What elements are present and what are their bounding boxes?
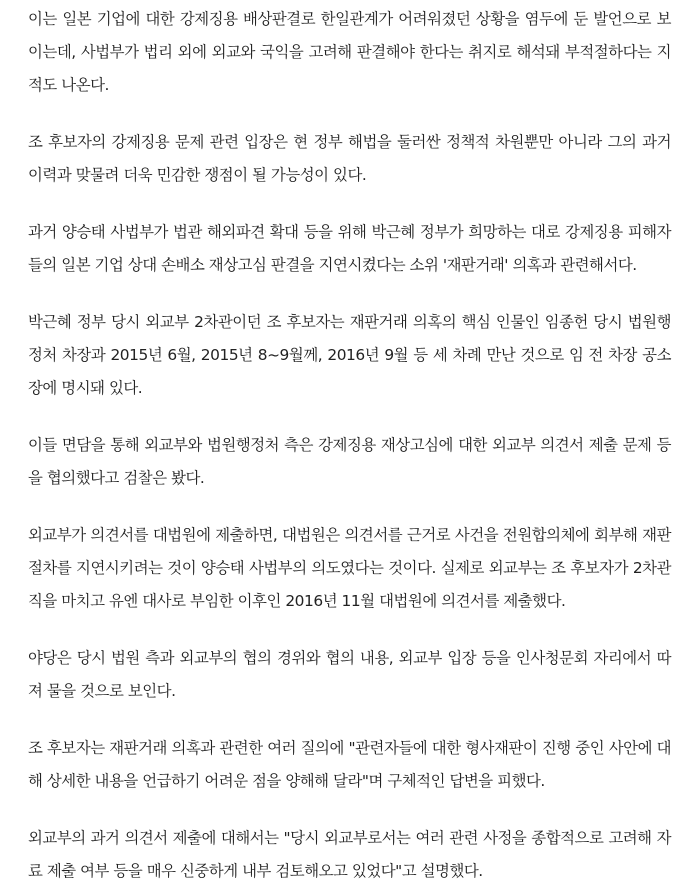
article-paragraph: 이들 면담을 통해 외교부와 법원행정처 측은 강제징용 재상고심에 대한 외교부 의견서 제출 문제 등을 협의했다고 검찰은 봤다.: [28, 436, 671, 487]
article-paragraph: 박근혜 정부 당시 외교부 2차관이던 조 후보자는 재판거래 의혹의 핵심 인물인 임종헌 당시 법원행정처 차장과 2015년 6월, 2015년 8~9월께, 2016년 9월 등 세 차례 만난 것으로 임 전 차장 공소장에 명시돼 있다.: [28, 313, 671, 397]
article-paragraph: 외교부가 의견서를 대법원에 제출하면, 대법원은 의견서를 근거로 사건을 전원합의체에 회부해 재판 절차를 지연시키려는 것이 양승태 사법부의 의도였다는 것이다. 실제로 외교부는 조 후보자가 2차관직을 마치고 유엔 대사로 부임한 이후인 2016년 11월 대법원에 의견서를 제출했다.: [28, 526, 671, 610]
article-paragraph: 야당은 당시 법원 측과 외교부의 협의 경위와 협의 내용, 외교부 입장 등을 인사청문회 자리에서 따져 물을 것으로 보인다.: [28, 649, 671, 700]
article-paragraph: 조 후보자의 강제징용 문제 관련 입장은 현 정부 해법을 둘러싼 정책적 차원뿐만 아니라 그의 과거 이력과 맞물려 더욱 민감한 쟁점이 될 가능성이 있다.: [28, 133, 671, 184]
article-paragraph: 조 후보자는 재판거래 의혹과 관련한 여러 질의에 "관련자들에 대한 형사재판이 진행 중인 사안에 대해 상세한 내용을 언급하기 어려운 점을 양해해 달라"며 구체적인 답변을 피했다.: [28, 739, 671, 790]
article-paragraph: 외교부의 과거 의견서 제출에 대해서는 "당시 외교부로서는 여러 관련 사정을 종합적으로 고려해 자료 제출 여부 등을 매우 신중하게 내부 검토해오고 있었다"고 설명했다.: [28, 829, 671, 880]
article-paragraph: 과거 양승태 사법부가 법관 해외파견 확대 등을 위해 박근혜 정부가 희망하는 대로 강제징용 피해자들의 일본 기업 상대 손배소 재상고심 판결을 지연시켰다는 소위 '재판거래' 의혹과 관련해서다.: [28, 223, 671, 274]
article-paragraph: 이는 일본 기업에 대한 강제징용 배상판결로 한일관계가 어려워졌던 상황을 염두에 둔 발언으로 보이는데, 사법부가 법리 외에 외교와 국익을 고려해 판결해야 한다는 취지로 해석돼 부적절하다는 지적도 나온다.: [28, 10, 671, 94]
